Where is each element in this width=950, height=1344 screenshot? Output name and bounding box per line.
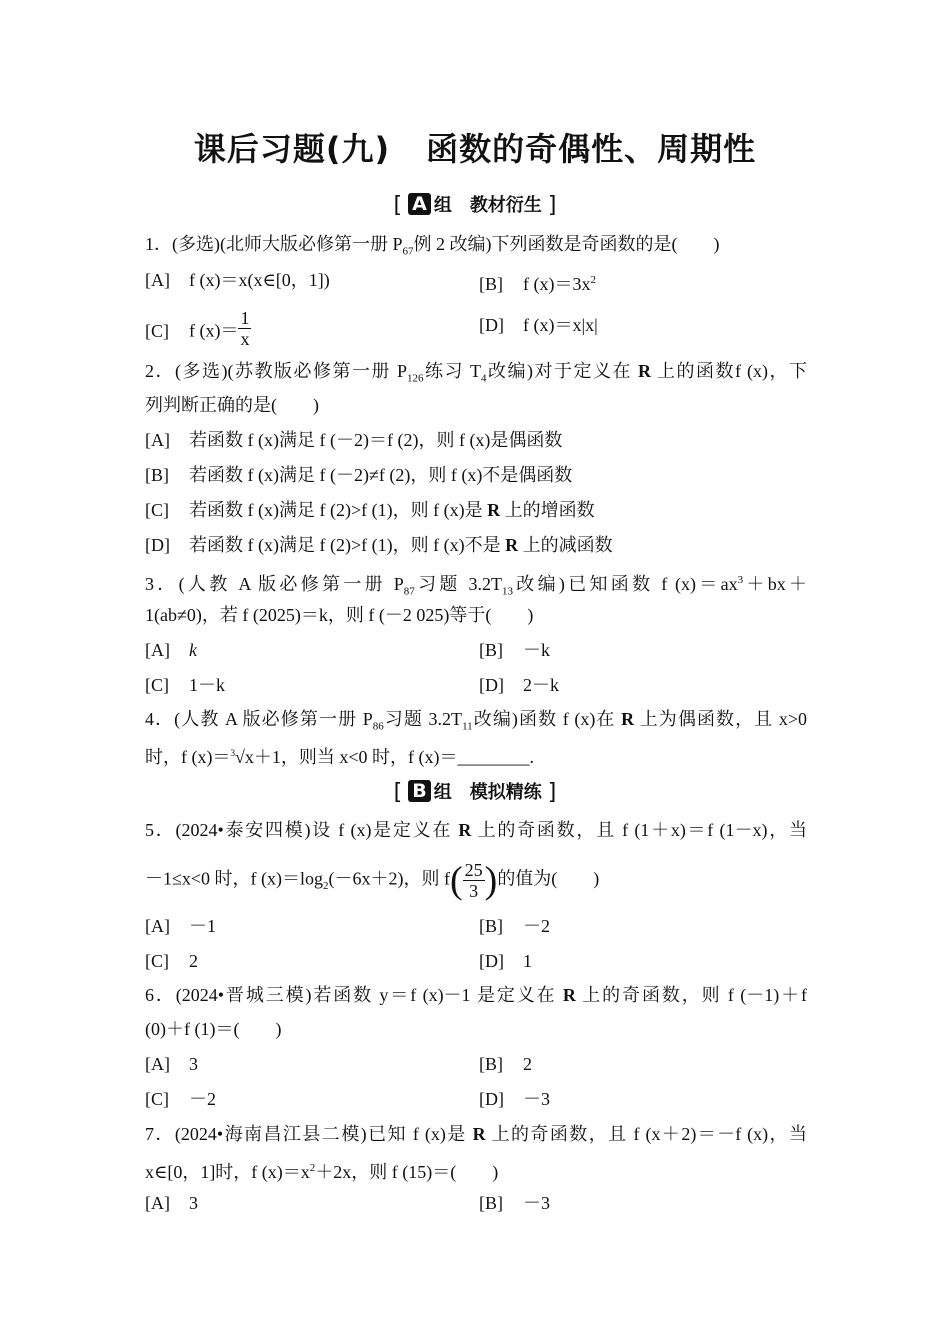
q5-stem-line2: －1≤x<0 时，f $(x)=\log_2(-6x+2)$，则 f( $\frac{25}{3}$ )的值为( )	[145, 859, 600, 902]
q6-stem-line2: (0)＋f (1)＝( )	[145, 1019, 282, 1039]
q6-stem-line1: 6．(2024•晋城三模)若函数 y＝f (x)－1 是定义在 R 上的奇函数，则 f (－1)＋f	[145, 985, 808, 1005]
q6-option-a[interactable]: [A] 3	[145, 1054, 198, 1074]
q7-option-b[interactable]: [B] －3	[479, 1193, 550, 1213]
q5-fraction: $\frac{25}{3}$	[464, 860, 483, 901]
q2-option-d[interactable]: [D] 若函数 f (x)满足 f (2)>f (1)，则 f (x)不是 R 上的减函数	[145, 535, 613, 555]
q2-option-b[interactable]: [B] 若函数 f (x)满足 f (－2)≠f (2)，则 f (x)不是偶函数	[145, 465, 573, 485]
q6-option-c[interactable]: [C] －2	[145, 1089, 216, 1109]
q7-stem-line1: 7．(2024•海南昌江县二模)已知 f (x)是 R 上的奇函数，且 f (x＋2)＝－f (x)，当	[145, 1124, 807, 1144]
q4-root-index: 3	[230, 748, 235, 758]
q3-option-a[interactable]: [A] k	[145, 640, 197, 660]
q3-option-c[interactable]: [C] 1－k	[145, 675, 225, 695]
q2-stem-line1: 2．(多选)(苏教版必修第一册 $P_{126}$练习 $T_4$改编)对于定义在 R 上的函数f (x)，下	[145, 361, 808, 385]
group-b-header: [ B 组 模拟精练 ]	[393, 780, 557, 805]
group-a-badge: A	[408, 193, 431, 215]
q5-option-a[interactable]: [A] －1	[145, 916, 216, 936]
q5-option-d[interactable]: [D] 1	[479, 951, 532, 971]
q5-option-b[interactable]: [B] －2	[479, 916, 550, 936]
q1-option-b[interactable]: [B] f $(x)=3x^2$	[479, 274, 596, 294]
q7-option-a[interactable]: [A] 3	[145, 1193, 198, 1213]
q3-option-d[interactable]: [D] 2－k	[479, 675, 559, 695]
q4-stem-line1: 4．(人教 A 版必修第一册 $P_{86}$习题 $3.2T_{11}$改编)函数 f (x)在 R 上为偶函数，且 x>0	[145, 709, 808, 733]
q1-option-c[interactable]: [C] f (x)＝ $\frac{1}{x}$	[145, 308, 250, 349]
title-part1: 课后习题(九)	[193, 130, 391, 168]
q5-option-c[interactable]: [C] 2	[145, 951, 198, 971]
q5-stem-line1: 5．(2024•泰安四模)设 f (x)是定义在 R 上的奇函数，且 f (1＋x)＝f (1－x)，当	[145, 820, 808, 840]
q3-stem-line2: 1(ab≠0)，若 f (2025)＝k，则 f (－2 025)等于( )	[145, 605, 534, 625]
q1-option-d[interactable]: [D] f (x)＝x|x|	[479, 315, 598, 335]
group-b-badge: B	[408, 780, 430, 802]
page-title	[0, 124, 950, 170]
q7-stem-line2: x∈[0，1]时，f $(x)=x^2+2x$，则 f (15)＝( )	[145, 1162, 499, 1182]
q1-option-a[interactable]: [A] f (x)＝x(x∈[0，1])	[145, 270, 330, 290]
q2-stem-line2: 列判断正确的是( )	[145, 395, 319, 415]
q4-root: √x	[234, 747, 254, 767]
q1-stem: 1．(多选)(北师大版必修第一册 $P_{67}$例 2 改编)下列函数是奇函数的是( )	[145, 234, 720, 258]
q3-option-b[interactable]: [B] －k	[479, 640, 550, 660]
q4-stem-line2: 时，f (x)＝$^3$√x＋1，则当 x<0 时，f (x)＝________.	[145, 747, 535, 767]
title-part2: 函数的奇偶性、周期性	[426, 130, 757, 168]
q6-option-b[interactable]: [B] 2	[479, 1054, 532, 1074]
q2-option-c[interactable]: [C] 若函数 f (x)满足 f (2)>f (1)，则 f (x)是 R 上的增函数	[145, 500, 595, 520]
q3-stem-line1: 3．(人教 A 版必修第一册 $P_{87}$习题 $3.2T_{13}$改编)已知函数 f $(x)=ax^3+bx+$	[145, 574, 808, 598]
q2-option-a[interactable]: [A] 若函数 f (x)满足 f (－2)＝f (2)，则 f (x)是偶函数	[145, 430, 563, 450]
q6-option-d[interactable]: [D] －3	[479, 1089, 550, 1109]
q1-c-fraction: $\frac{1}{x}$	[240, 308, 250, 349]
group-a-header: [ A 组 教材衍生 ]	[393, 193, 557, 218]
